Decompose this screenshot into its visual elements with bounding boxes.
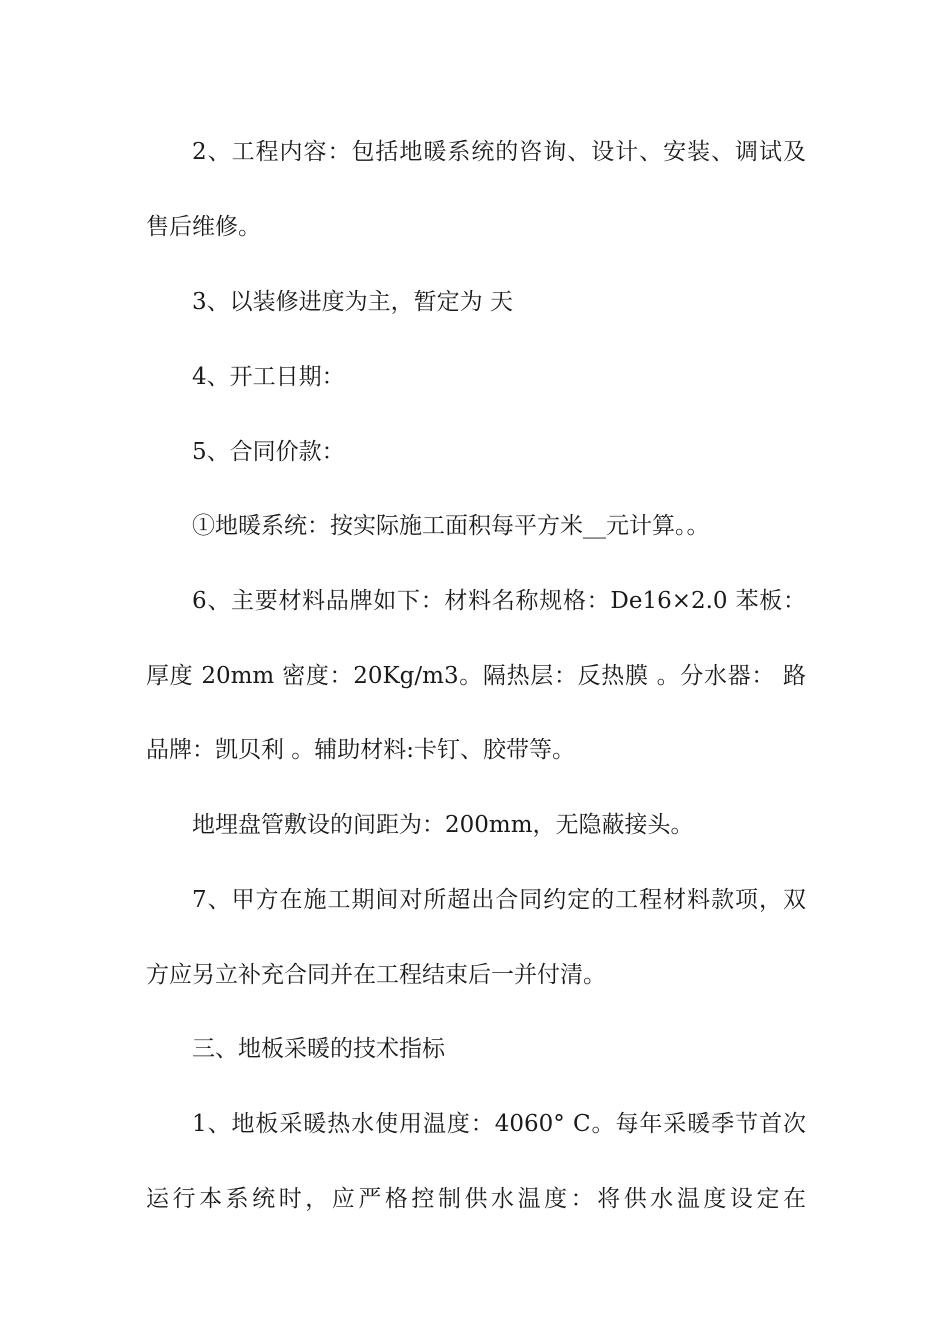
paragraph-line: 地埋盘管敷设的间距为：200mm，无隐蔽接头。 — [192, 812, 694, 838]
paragraph-line: 厚度 20mm 密度：20Kg/m3。隔热层：反热膜 。分水器： 路 — [146, 663, 806, 689]
paragraph-line: 售后维修。 — [146, 214, 261, 240]
paragraph-line: 5、合同价款： — [192, 439, 345, 465]
paragraph-line: 2、工程内容：包括地暖系统的咨询、设计、安装、调试及 — [192, 139, 806, 165]
paragraph-line: 品牌：凯贝利 。辅助材料:卡钉、胶带等。 — [146, 737, 576, 763]
paragraph-line: 7、甲方在施工期间对所超出合同约定的工程材料款项，双 — [192, 887, 806, 913]
paragraph-line: 4、开工日期： — [192, 364, 345, 390]
paragraph-line: ①地暖系统：按实际施工面积每平方米__元计算。。 — [192, 513, 710, 539]
paragraph-line: 1、地板采暖热水使用温度：4060° C。每年采暖季节首次 — [192, 1111, 806, 1137]
paragraph-line: 6、主要材料品牌如下：材料名称规格：De16×2.0 苯板： — [192, 588, 806, 614]
section-heading: 三、地板采暖的技术指标 — [192, 1036, 445, 1062]
paragraph-line: 3、以装修进度为主，暂定为 天 — [192, 289, 513, 315]
paragraph-line: 方应另立补充合同并在工程结束后一并付清。 — [146, 962, 606, 988]
paragraph-line: 运行本系统时，应严格控制供水温度：将供水温度设定在 — [146, 1186, 806, 1212]
